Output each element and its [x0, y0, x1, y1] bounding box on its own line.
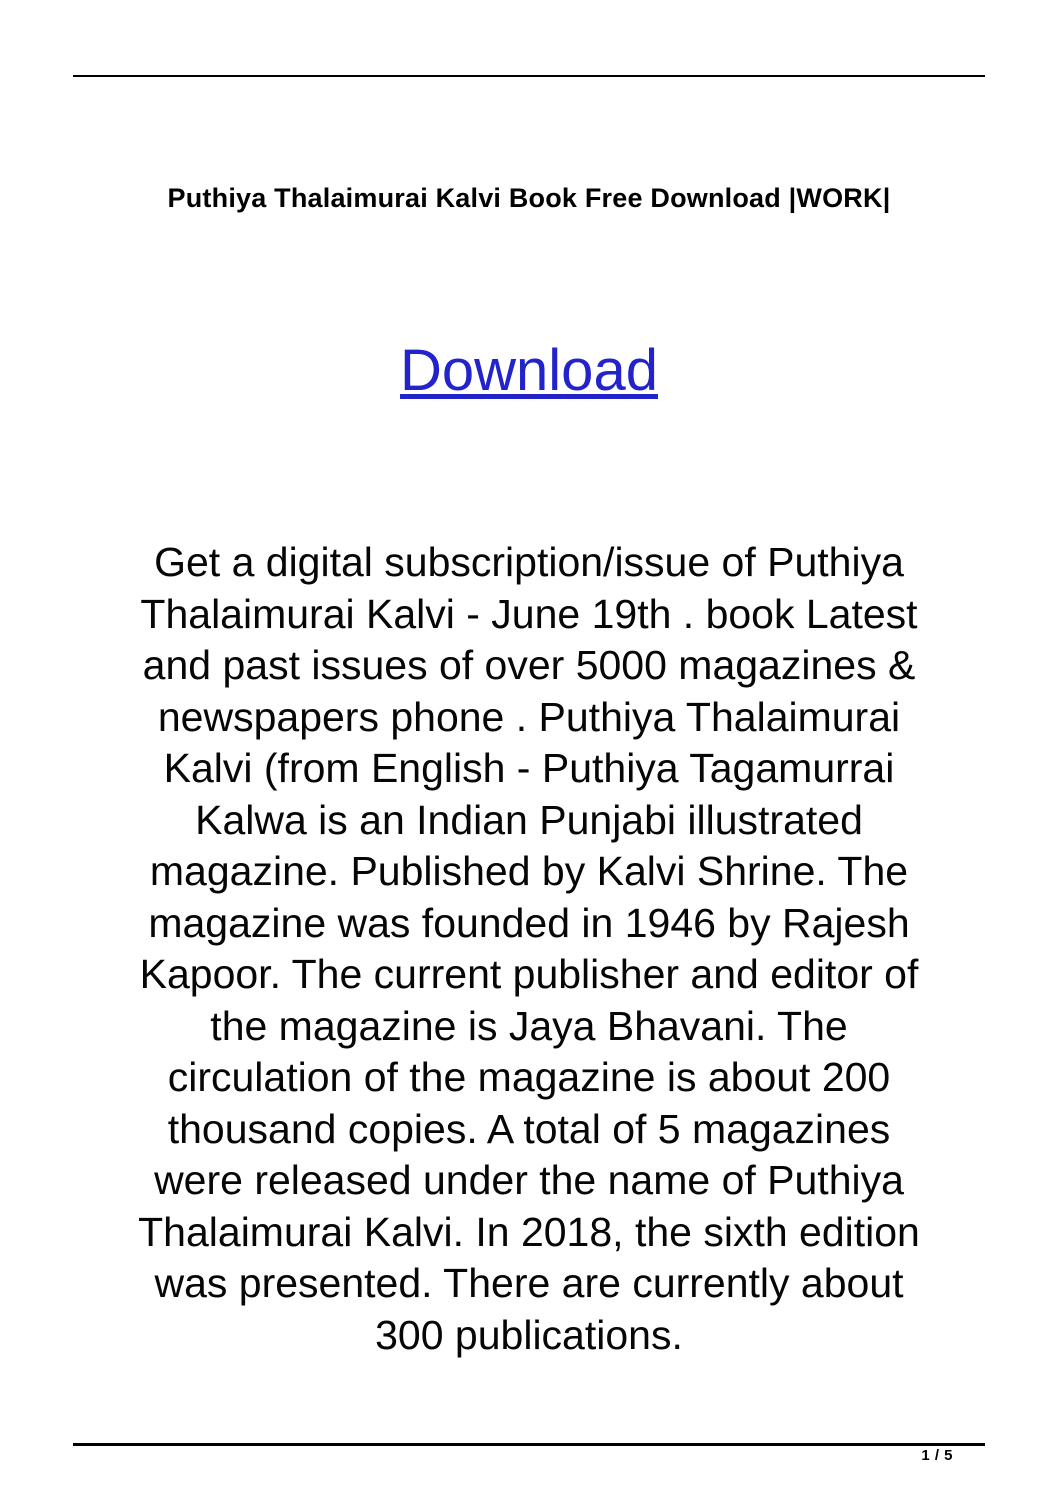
body-line: thousand copies. A total of 5 magazines	[167, 1105, 891, 1152]
body-line: Get a digital subscription/issue of Puthiya	[154, 539, 904, 585]
bottom-divider	[73, 1443, 985, 1446]
body-line: and past issues of over 5000 magazines &	[142, 642, 916, 688]
page-number: 1 / 5	[921, 1447, 953, 1464]
body-line: circulation of the magazine is about 200	[167, 1054, 891, 1100]
page-title: Puthiya Thalaimurai Kalvi Book Free Download |WORK|	[167, 183, 891, 213]
body-line: were released under the name of Puthiya	[154, 1157, 904, 1203]
body-line: 300 publications.	[375, 1311, 683, 1358]
body-line: Thalaimurai Kalvi - June 19th . book Latest	[140, 590, 918, 637]
download-section	[0, 338, 1058, 405]
top-divider	[73, 75, 985, 77]
body-line: Kalvi (from English - Puthiya Tagamurrai	[163, 745, 895, 791]
download-link[interactable]: Download	[400, 338, 658, 403]
body-line: Kalwa is an Indian Punjabi illustrated	[195, 796, 863, 843]
body-line: magazine was founded in 1946 by Rajesh	[148, 899, 910, 946]
body-line: magazine. Published by Kalvi Shrine. The	[149, 848, 909, 894]
body-line: Thalaimurai Kalvi. In 2018, the sixth edition	[138, 1208, 920, 1255]
body-paragraph	[64, 537, 994, 1361]
body-line: the magazine is Jaya Bhavani. The	[210, 1002, 848, 1049]
body-line: was presented. There are currently about	[154, 1260, 904, 1306]
body-line: Kapoor. The current publisher and editor of	[139, 951, 919, 997]
body-line: newspapers phone . Puthiya Thalaimurai	[157, 693, 901, 740]
